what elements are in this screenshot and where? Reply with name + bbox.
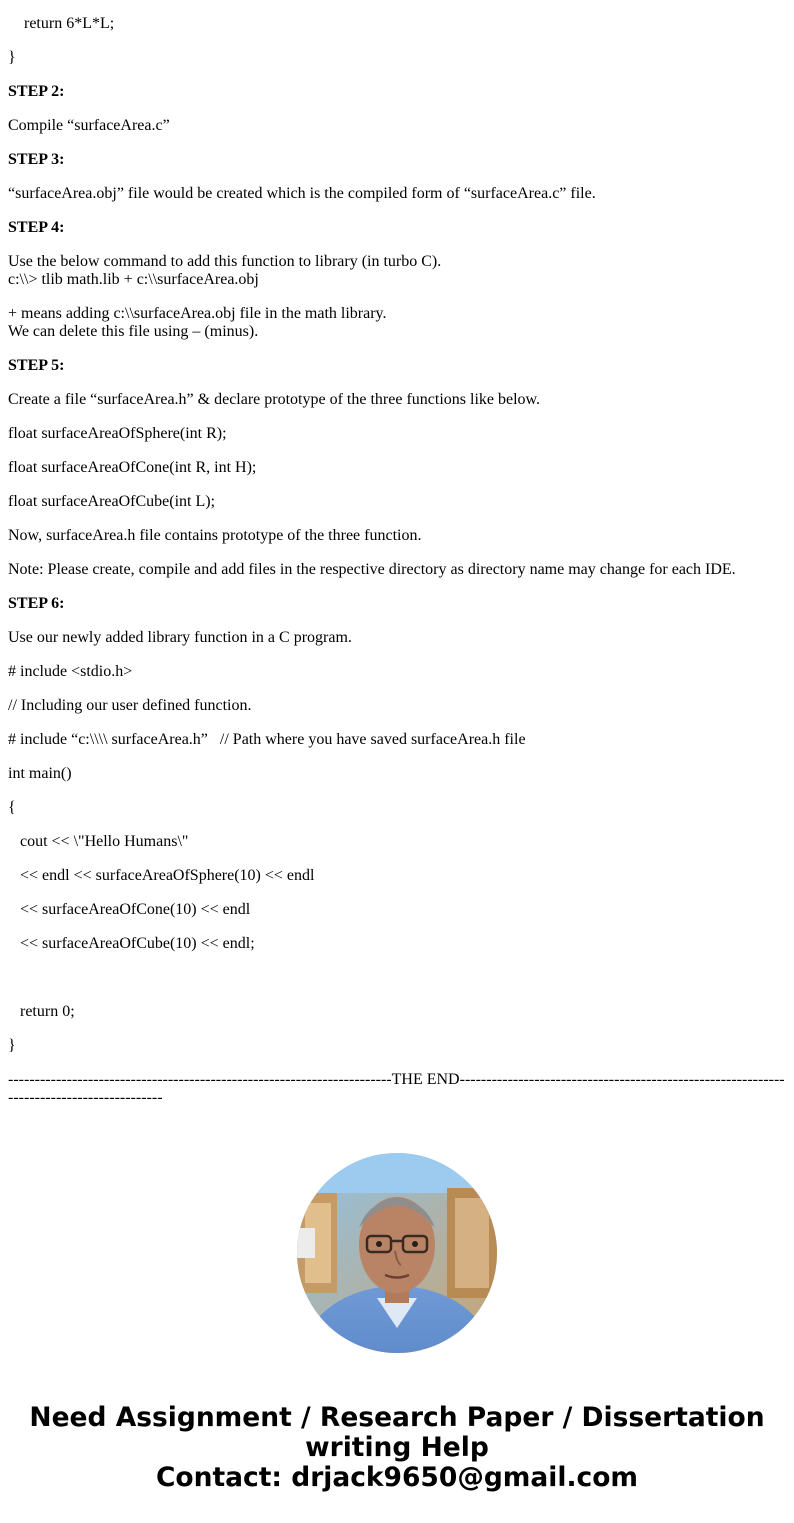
step-5-text: Create a file “surfaceArea.h” & declare prototype of the three functions like below. [8, 391, 541, 408]
prototype-sphere: float surfaceAreaOfSphere(int R); [8, 425, 227, 442]
code-return-line: return 6*L*L; [8, 15, 115, 32]
step-5-summary: Now, surfaceArea.h file contains prototype of the three function. [8, 527, 422, 544]
step-4-explanation: + means adding c:\\surfaceArea.obj file in the math library. [8, 305, 387, 322]
step-5-heading: STEP 5: [8, 357, 65, 374]
author-photo-icon [297, 1153, 497, 1353]
step-4-note: We can delete this file using – (minus). [8, 323, 259, 340]
author-photo-avatar [297, 1153, 497, 1353]
code-sphere-call: << endl << surfaceAreaOfSphere(10) << endl [8, 867, 315, 884]
code-cube-call: << surfaceAreaOfCube(10) << endl; [8, 935, 255, 952]
the-end-divider: ------------------------------------------------------------------------THE END------------------------------------------------------------------------------------------ [8, 1071, 785, 1106]
code-comment: // Including our user defined function. [8, 697, 252, 714]
step-4-heading: STEP 4: [8, 219, 65, 236]
code-main-signature: int main() [8, 765, 72, 782]
code-include-surfacearea: # include “c:\\\\ surfaceArea.h” // Path where you have saved surfaceArea.h file [8, 731, 526, 748]
step-4-text: Use the below command to add this function to library (in turbo C). [8, 253, 442, 270]
step-4-command: c:\\> tlib math.lib + c:\\surfaceArea.obj [8, 271, 259, 288]
code-return-zero: return 0; [8, 1003, 75, 1020]
banner-line-2: writing Help [305, 1432, 489, 1463]
step-6-heading: STEP 6: [8, 595, 65, 612]
code-include-stdio: # include <stdio.h> [8, 663, 133, 680]
code-closing-brace: } [8, 49, 16, 66]
banner-line-1: Need Assignment / Research Paper / Dissertation [29, 1402, 765, 1433]
code-open-brace: { [8, 799, 16, 816]
step-2-heading: STEP 2: [8, 83, 65, 100]
code-close-brace: } [8, 1037, 16, 1054]
ide-note: Note: Please create, compile and add files in the respective directory as directory name may change for each IDE. [8, 561, 736, 578]
prototype-cube: float surfaceAreaOfCube(int L); [8, 493, 216, 510]
code-cout-line: cout << \"Hello Humans\" [8, 833, 189, 850]
step-3-text: “surfaceArea.obj” file would be created which is the compiled form of “surfaceArea.c” file. [8, 185, 596, 202]
contact-email: Contact: drjack9650@gmail.com [155, 1462, 639, 1493]
step-3-heading: STEP 3: [8, 151, 65, 168]
prototype-cone: float surfaceAreaOfCone(int R, int H); [8, 459, 257, 476]
step-6-text: Use our newly added library function in a C program. [8, 629, 352, 646]
assignment-help-banner [0, 1403, 794, 1493]
code-cone-call: << surfaceAreaOfCone(10) << endl [8, 901, 251, 918]
step-2-text: Compile “surfaceArea.c” [8, 117, 170, 134]
